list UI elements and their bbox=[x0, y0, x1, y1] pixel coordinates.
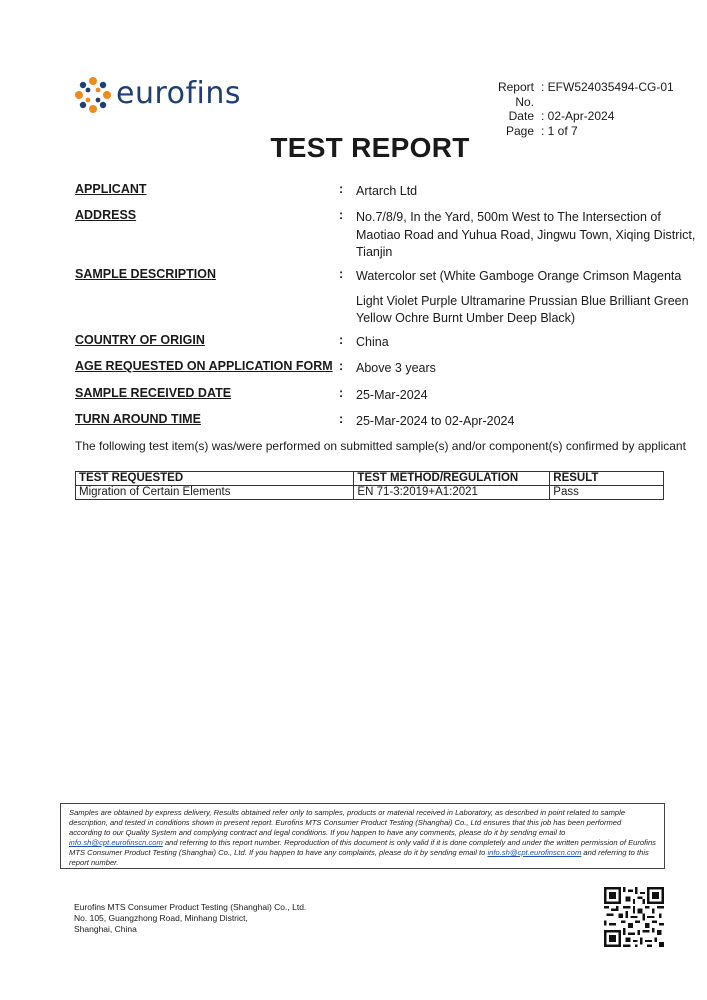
report-number-label: Report No. bbox=[497, 80, 534, 109]
header-test-method: TEST METHOD/REGULATION bbox=[354, 472, 550, 486]
eurofins-logo bbox=[74, 76, 244, 116]
address-value: No.7/8/9, In the Yard, 500m West to The Intersection of Maotiao Road and Yuhua Road, Jingwu Town, Xiqing District, Tianjin bbox=[356, 210, 696, 259]
report-date-row bbox=[476, 109, 674, 124]
report-number-value: : EFW524035494-CG-01 bbox=[541, 80, 674, 94]
disclaimer-text-3: and referring to this report number. bbox=[69, 848, 649, 867]
turn-around-time-label: TURN AROUND TIME bbox=[75, 412, 201, 426]
report-number-row bbox=[476, 80, 674, 109]
cell-test-method: EN 71-3:2019+A1:2021 bbox=[354, 486, 550, 500]
company-street: No. 105, Guangzhong Road, Minhang District, bbox=[74, 913, 248, 923]
turn-around-time-colon: : bbox=[339, 412, 344, 426]
company-address bbox=[74, 902, 306, 935]
country-of-origin-label: COUNTRY OF ORIGIN bbox=[75, 333, 205, 347]
sample-description-colon: : bbox=[339, 267, 344, 281]
country-of-origin-value: China bbox=[356, 335, 389, 349]
report-date-value: : 02-Apr-2024 bbox=[541, 109, 615, 123]
table-row bbox=[76, 486, 664, 500]
sample-description-line2: Light Violet Purple Ultramarine Prussian Blue Brilliant Green Yellow Ochre Burnt Umber Deep Black) bbox=[356, 293, 689, 325]
disclaimer-box bbox=[60, 803, 665, 869]
age-requested-value: Above 3 years bbox=[356, 361, 436, 375]
age-requested-label: AGE REQUESTED ON APPLICATION FORM bbox=[75, 359, 333, 373]
disclaimer-text-2: and referring to this report number. Reproduction of this document is only valid if it is done completely and under the written permission of Eurofins MTS Consumer Product Testing (Shanghai) Co., Ltd. If you happen to have any complaints, please do it by sending email to bbox=[69, 838, 656, 857]
disclaimer-email-link-2[interactable]: info.sh@cpt.eurofinscn.com bbox=[487, 848, 582, 857]
report-title: TEST REPORT bbox=[270, 132, 470, 163]
brand-name: eurofins bbox=[116, 76, 242, 111]
disclaimer-text-1: Samples are obtained by express delivery, Results obtained refer only to samples, products or material received in Laboratory, as described in point related to sample description, and tested in conditions shown in present report. Eurofins MTS Consumer Product Testing (Shanghai) Co., Ltd ensures that this job has been performed according to our Quality System and complying contract and legal conditions. If you happen to have any comments, please do it by sending email to bbox=[69, 808, 626, 837]
cell-result: Pass bbox=[550, 486, 664, 500]
header-test-requested: TEST REQUESTED bbox=[76, 472, 354, 486]
sample-received-date-colon: : bbox=[339, 386, 344, 400]
turn-around-time-value: 25-Mar-2024 to 02-Apr-2024 bbox=[356, 414, 515, 428]
country-of-origin-colon: : bbox=[339, 333, 344, 347]
sample-description-value bbox=[356, 268, 696, 328]
report-page-value: : 1 of 7 bbox=[541, 123, 578, 138]
company-city: Shanghai, China bbox=[74, 924, 137, 934]
company-name: Eurofins MTS Consumer Product Testing (Shanghai) Co., Ltd. bbox=[74, 902, 307, 912]
header-result: RESULT bbox=[550, 472, 664, 486]
sample-description-label: SAMPLE DESCRIPTION bbox=[75, 267, 216, 281]
age-requested-colon: : bbox=[339, 359, 344, 373]
intro-text: The following test item(s) was/were performed on submitted sample(s) and/or component(s) confirmed by applicant bbox=[75, 439, 686, 453]
applicant-colon: : bbox=[339, 182, 344, 196]
results-header-row bbox=[76, 472, 664, 486]
address-label: ADDRESS bbox=[75, 208, 137, 222]
disclaimer-email-link-1[interactable]: info.sh@cpt.eurofinscn.com bbox=[69, 838, 163, 847]
report-date-label: Date bbox=[508, 109, 534, 123]
results-table bbox=[75, 471, 664, 500]
report-meta bbox=[476, 80, 674, 138]
cell-test-requested: Migration of Certain Elements bbox=[76, 486, 354, 500]
applicant-value: Artarch Ltd bbox=[356, 184, 418, 198]
applicant-label: APPLICANT bbox=[75, 182, 147, 196]
sample-received-date-label: SAMPLE RECEIVED DATE bbox=[75, 386, 232, 400]
sample-description-line1: Watercolor set (White Gamboge Orange Crimson Magenta bbox=[356, 269, 682, 283]
report-page-label: Page bbox=[505, 123, 534, 138]
qr-code-icon bbox=[604, 887, 664, 947]
sample-received-date-value: 25-Mar-2024 bbox=[356, 388, 428, 402]
eurofins-dots-icon bbox=[74, 76, 112, 114]
address-colon: : bbox=[339, 208, 344, 222]
